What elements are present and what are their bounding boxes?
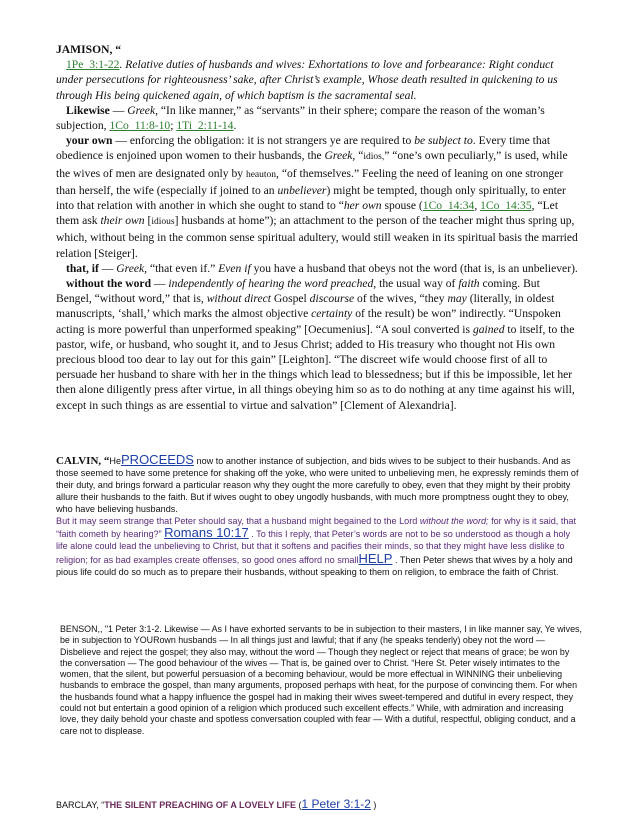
jamison-paragraph-3: your own — enforcing the obligation: it is not strangers ye are required to be subject to. Every time that obedience is enjoined upon women to their husbands, the Greek, “idios,” “one’s own peculiarly,” is used, while the wives of men are designated only by heauton, “of themselves.” Feeling the need of leaning on one stronger than herself, the wife (especially if joined to an unbeliever) might be tempted, though only spiritually, to enter into that relation with another in which she ought to stand to “her own spouse (1Co_14:34, 1Co_14:35, “Let them ask their own [idious] husbands at home”); an attachment to the person of the teacher might thus spring up, which, without being in the common sense spiritual adultery, would still weaken in its spiritual basis the married relation [Steiger]. xyxy=(56,134,578,260)
jamison-paragraph-5: without the word — independently of hearing the word preached, the usual way of faith coming. But Bengel, “without word,” that is, without direct Gospel discourse of the wives, “they may (literally, in oldest manuscripts, ‘shall,’ which marks the almost objective certainty of the result) be won” indirectly. “Unspoken acting is more powerful than unperformed speaking” [Oecumenius]. “A soul converted is gained to itself, to the pastor, wife, or husband, who sought it, and to Jesus Christ; added to His treasury who thought not His own precious blood too dear to lay out for this gain” [Leighton]. “The discreet wife would choose first of all to persuade her husband to share with her in the things which lead to blessedness; but if this be impossible, let her then alone diligently press after virtue, in all things obeying him so as to do nothing at any time against his will, except in such things as are essential to virtue and salvation” [Clement of Alexandria]. xyxy=(56,277,575,412)
barclay-heading-line: BARCLAY, “THE SILENT PREACHING OF A LOVELY LIFE (1 Peter 3:1-2 ) xyxy=(56,797,377,811)
romans-10-17-link[interactable]: Romans 10:17 xyxy=(164,525,249,541)
ref-link-1co-14-34[interactable]: 1Co_14:34 xyxy=(422,199,475,213)
help-link[interactable]: HELP xyxy=(358,551,393,567)
jamison-heading: JAMISON, “ xyxy=(56,43,122,56)
barclay-title: THE SILENT PREACHING OF A LOVELY LIFE xyxy=(104,800,297,810)
calvin-heading: CALVIN, “ xyxy=(56,455,110,467)
calvin-section xyxy=(56,454,582,579)
jamison-paragraph-2: Likewise — Greek, “In like manner,” as “servants” in their sphere; compare the reason of the woman’s subjection, 1Co_11:8-10; 1Ti_2:11-14. xyxy=(56,103,545,133)
calvin-paragraph-1: CALVIN, “HePROCEEDS now to another instance of subjection, and bids wives to be subject to their husbands. And as those seemed to have some pretence for shaking off the yoke, who were united to unbelieving men, he expressly reminds them of their duty, and brings forward a particular reason why they ought the more carefully to obey, even that they might by their probity allure their husbands to the faith. But if wives ought to obey ungodly husbands, with much more promptness ought they to obey, who have believing husbands. xyxy=(56,452,579,514)
benson-paragraph: BENSON,, "1 Peter 3:1-2. Likewise — As I have exhorted servants to be in subjection to their masters, I in like manner say, Ye wives, be in subjection to YOURown husbands — In all things just and lawful; that if any (he speaks tenderly) obey not the word — Disbelieve and reject the gospel; they also may, without the word — Though they neglect or reject that means of grace; be won by the conversation — The good behaviour of the wives — That is, be gained over to Christ. “Here St. Peter wisely intimates to the women, that the silent, but powerful persuasion of a becoming behaviour, would be more effectual in WINNING their unbelieving husbands to embrace the gospel, than many arguments, proposed perhaps with heat, for the purpose of convincing them. For when the husbands found what a happy influence the gospel had in making their wives sweet-tempered and dutiful in every respect, they could not but entertain a good opinion of a religion which produced such excellent effects.” While, with admiration and increasing love, they daily behold your chaste and spotless conversation coupled with fear — With a dutiful, respectful, obliging conduct, and a care not to displease. xyxy=(60,624,582,736)
jamison-section xyxy=(56,42,578,413)
proceeds-link[interactable]: PROCEEDS xyxy=(121,452,194,467)
benson-section xyxy=(60,624,582,737)
ref-link-1-peter-3-1-2[interactable]: 1 Peter 3:1-2 xyxy=(301,797,371,811)
jamison-paragraph-1: 1Pe_3:1-22. Relative duties of husbands and wives: Exhortations to love and forbearance: Right conduct under persecutions for righteousness’ sake, after Christ’s example, Whose death resulted in quickening to us through His being quickened again, of which baptism is the sacramental seal. xyxy=(56,58,558,102)
ref-link-1co-14-35[interactable]: 1Co_14:35 xyxy=(480,199,532,213)
ref-link-1co-11-8-10[interactable]: 1Co_11:8-10 xyxy=(109,119,171,133)
calvin-paragraph-2: But it may seem strange that Peter should say, that a husband might begained to the Lord without the word; for why is it said, that “faith cometh by hearing?” Romans 10:17 . To this I reply, that Peter’s words are not to be so understood as though a holy life alone could lead the unbelieving to Christ, but that it softens and pacifies their minds, so that they might have less dislike to religion; for as bad examples create offenses, so good ones afford no smallHELP . Then Peter shews that wives by a holy and pious life could do so much as to prepare their husbands, without speaking to them on religion, to embrace the faith of Christ. xyxy=(56,515,576,578)
ref-link-1ti-2-11-14[interactable]: 1Ti_2:11-14 xyxy=(176,119,234,133)
jamison-paragraph-4: that, if — Greek, “that even if.” Even if you have a husband that obeys not the word (that is, is an unbeliever). xyxy=(66,261,578,275)
ref-link-1pe-3-1-22[interactable]: 1Pe_3:1-22 xyxy=(66,58,120,72)
